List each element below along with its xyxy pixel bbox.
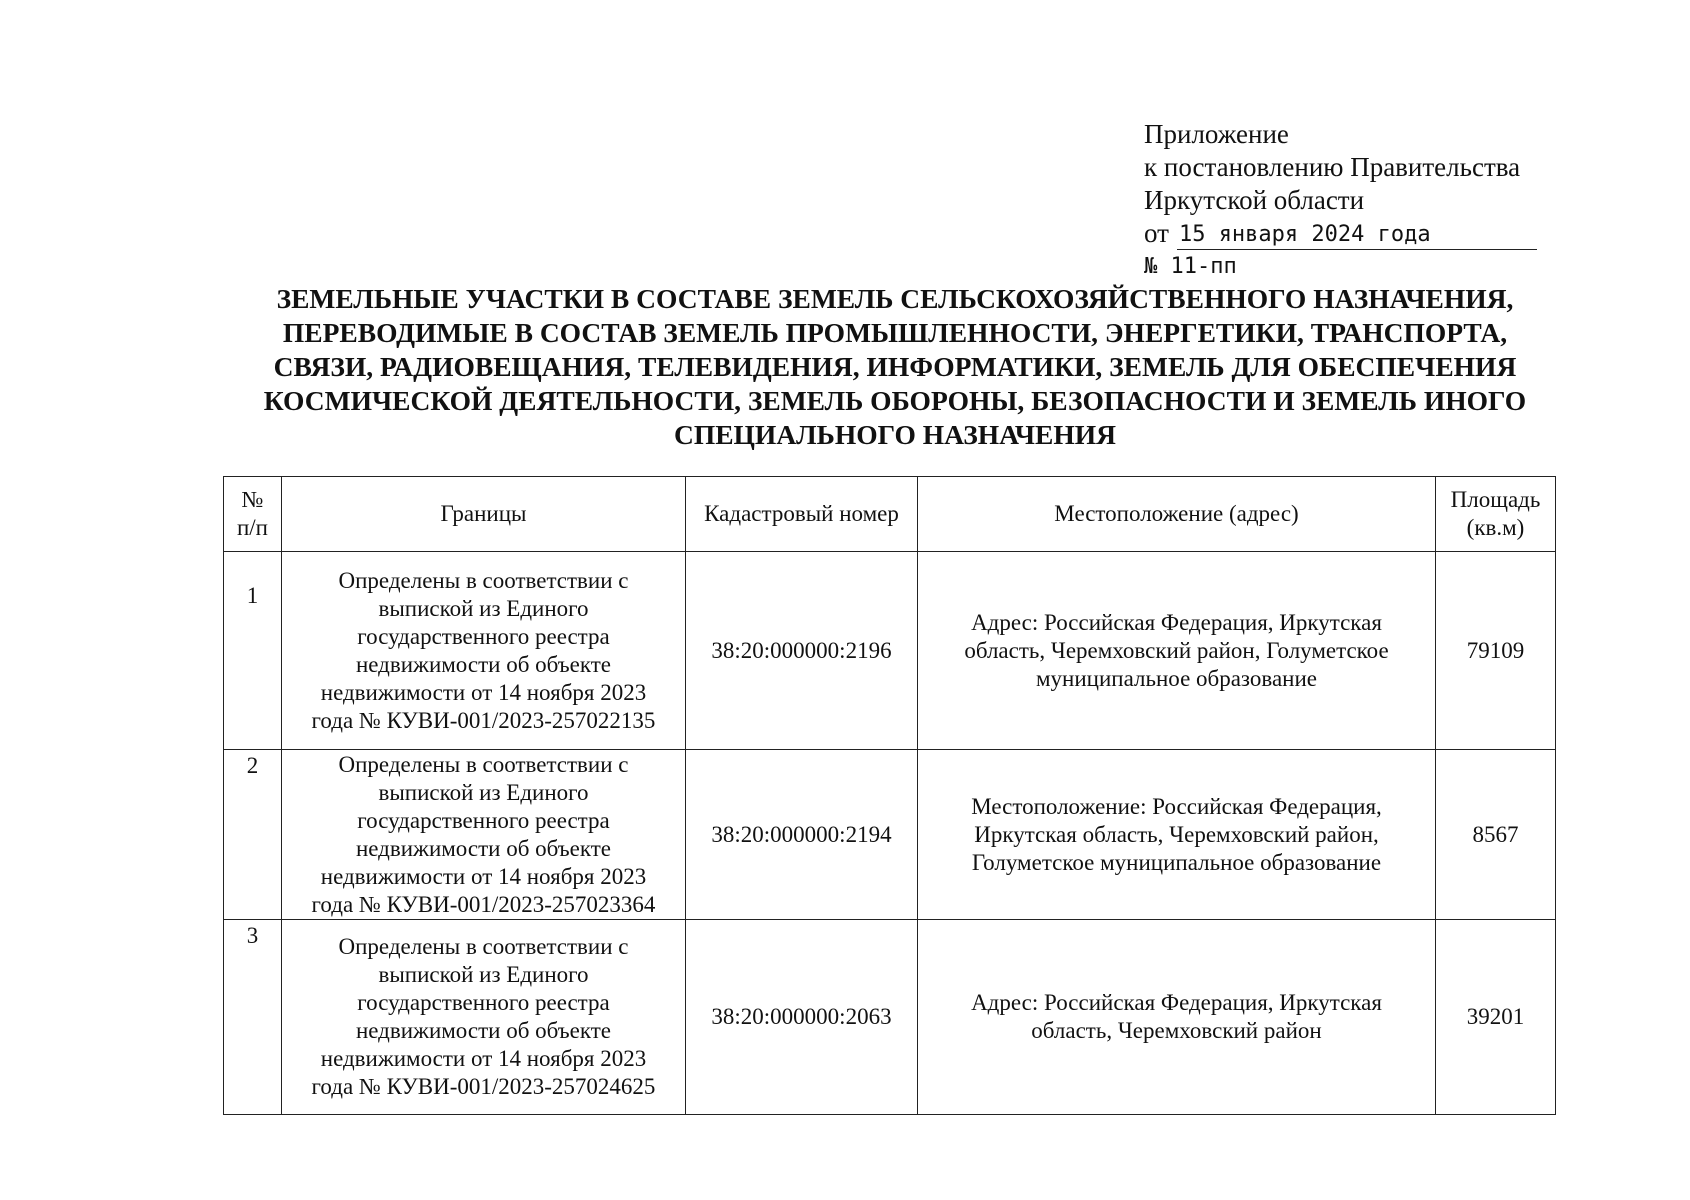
title-line: КОСМИЧЕСКОЙ ДЕЯТЕЛЬНОСТИ, ЗЕМЕЛЬ ОБОРОНЫ, БЕЗОПАСНОСТИ И ЗЕМЕЛЬ ИНОГО	[263, 385, 1527, 416]
cell-borders: Определены в соответствии с выпиской из Единого государственного реестра недвижимости об объекте недвижимости от 14 ноября 2023 года № КУВИ-001/2023-257022135	[282, 552, 686, 750]
cell-cadastral: 38:20:000000:2194	[686, 750, 918, 920]
header-location: Местоположение (адрес)	[918, 477, 1436, 552]
table-header-row	[224, 477, 1556, 552]
cell-cadastral: 38:20:000000:2063	[686, 920, 918, 1115]
cell-location: Местоположение: Российская Федерация, Иркутская область, Черемховский район, Голуметское муниципальное образование	[918, 750, 1436, 920]
appendix-date-value: 15 января 2024 года	[1177, 221, 1537, 250]
title-line: ПЕРЕВОДИМЫЕ В СОСТАВ ЗЕМЕЛЬ ПРОМЫШЛЕННОСТИ, ЭНЕРГЕТИКИ, ТРАНСПОРТА,	[282, 317, 1508, 348]
appendix-line3: Иркутской области	[1144, 185, 1365, 215]
appendix-line2: к постановлению Правительства	[1144, 152, 1521, 182]
cell-location: Адрес: Российская Федерация, Иркутская область, Черемховский район	[918, 920, 1436, 1115]
header-cadastral: Кадастровый номер	[686, 477, 918, 552]
table-row	[224, 552, 1556, 750]
cell-area: 39201	[1436, 920, 1556, 1115]
header-num: № п/п	[224, 477, 282, 552]
title-line: СПЕЦИАЛЬНОГО НАЗНАЧЕНИЯ	[673, 419, 1117, 450]
cell-area: 8567	[1436, 750, 1556, 920]
appendix-line1: Приложение	[1144, 119, 1289, 149]
appendix-block	[1144, 118, 1564, 283]
cell-num: 2	[224, 750, 282, 920]
cell-borders: Определены в соответствии с выпиской из Единого государственного реестра недвижимости об объекте недвижимости от 14 ноября 2023 года № КУВИ-001/2023-257024625	[282, 920, 686, 1115]
appendix-number: № 11-пп	[1144, 254, 1237, 279]
cell-borders: Определены в соответствии с выпиской из Единого государственного реестра недвижимости об объекте недвижимости от 14 ноября 2023 года № КУВИ-001/2023-257023364	[282, 750, 686, 920]
cell-num: 1	[224, 552, 282, 750]
appendix-date-prefix: от	[1144, 218, 1169, 248]
document-title	[200, 282, 1590, 452]
title-line: СВЯЗИ, РАДИОВЕЩАНИЯ, ТЕЛЕВИДЕНИЯ, ИНФОРМАТИКИ, ЗЕМЕЛЬ ДЛЯ ОБЕСПЕЧЕНИЯ	[273, 351, 1517, 382]
table-row	[224, 920, 1556, 1115]
header-borders: Границы	[282, 477, 686, 552]
cell-location: Адрес: Российская Федерация, Иркутская область, Черемховский район, Голуметское муниципальное образование	[918, 552, 1436, 750]
cell-area: 79109	[1436, 552, 1556, 750]
title-line: ЗЕМЕЛЬНЫЕ УЧАСТКИ В СОСТАВЕ ЗЕМЕЛЬ СЕЛЬСКОХОЗЯЙСТВЕННОГО НАЗНАЧЕНИЯ,	[276, 283, 1514, 314]
cell-cadastral: 38:20:000000:2196	[686, 552, 918, 750]
cell-num: 3	[224, 920, 282, 1115]
header-area: Площадь (кв.м)	[1436, 477, 1556, 552]
table-row	[224, 750, 1556, 920]
land-plots-table	[223, 476, 1556, 1115]
appendix-date-row	[1144, 217, 1564, 250]
